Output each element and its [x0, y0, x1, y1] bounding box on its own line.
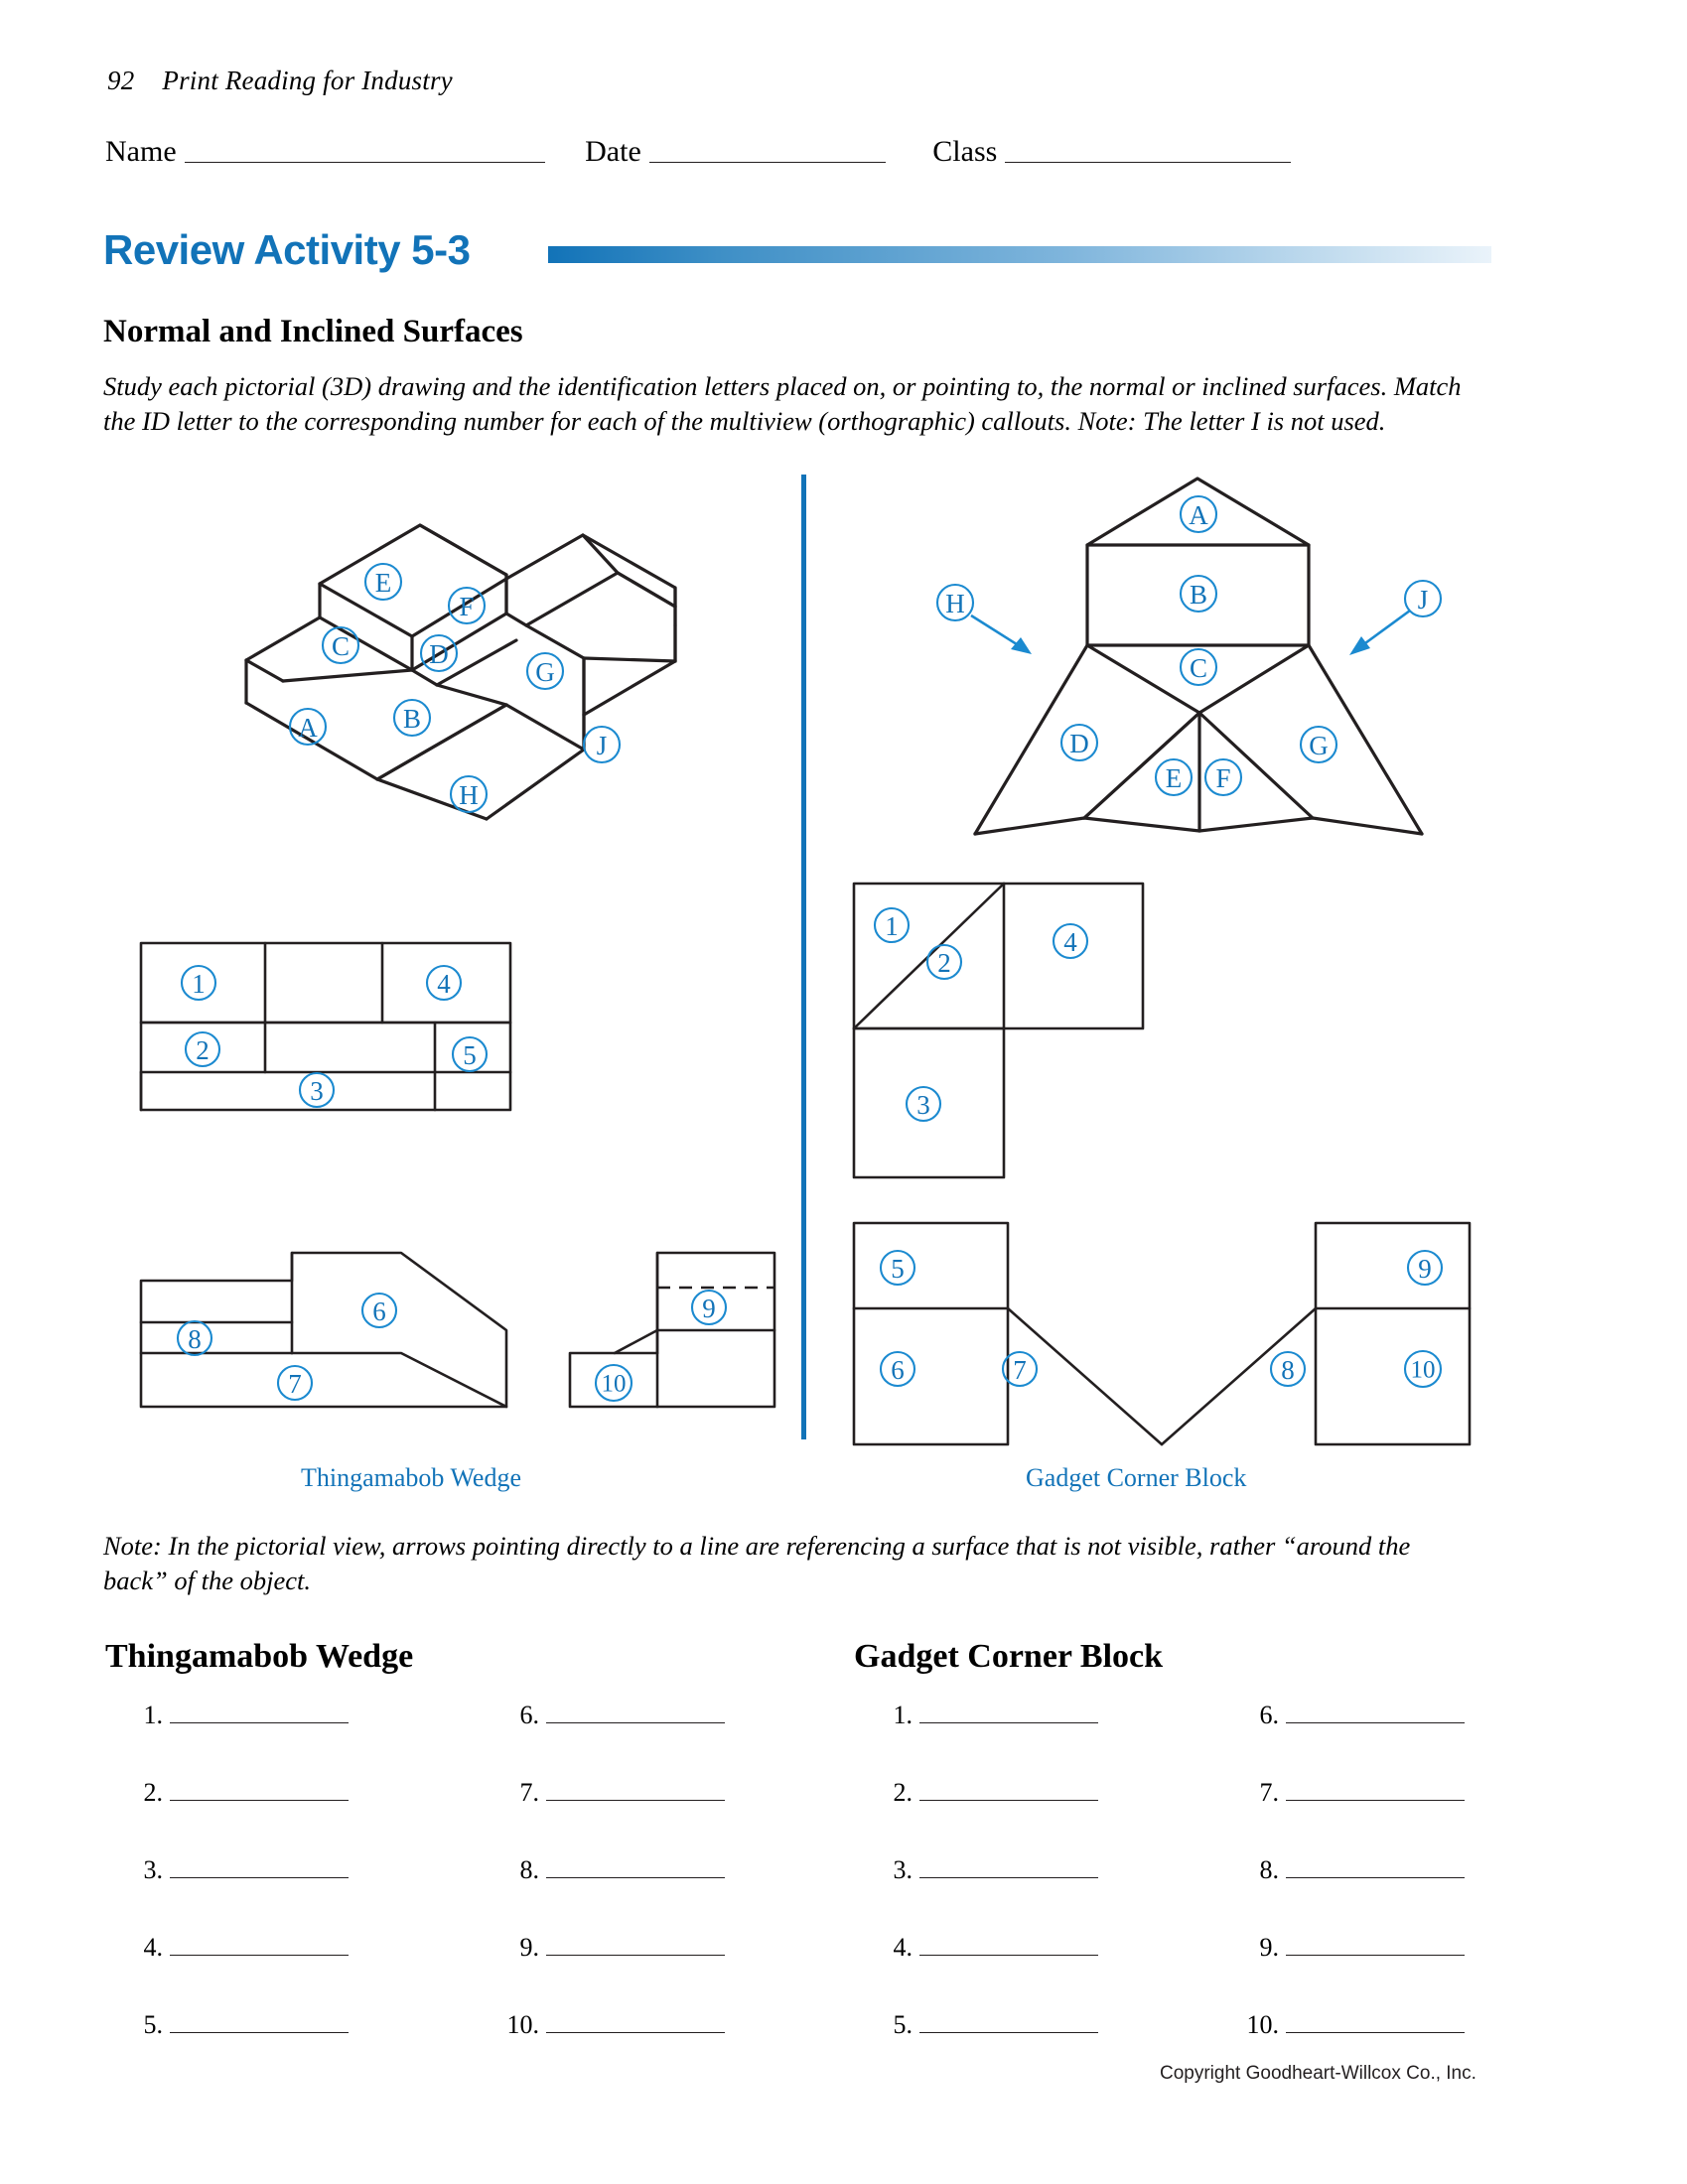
svg-text:G: G	[1309, 731, 1329, 760]
answer-blank[interactable]	[546, 1777, 725, 1801]
svg-text:8: 8	[188, 1324, 202, 1354]
callout-5	[453, 1037, 487, 1071]
svg-text:7: 7	[288, 1369, 302, 1399]
svg-text:F: F	[459, 592, 475, 621]
answer-row	[879, 1777, 1098, 1808]
answer-number: 5.	[143, 2010, 163, 2039]
svg-text:2: 2	[937, 948, 951, 978]
callout-B	[1181, 576, 1216, 612]
section-title: Normal and Inclined Surfaces	[103, 314, 523, 349]
callout-F	[1205, 759, 1241, 795]
svg-text:H: H	[459, 780, 479, 810]
callout-2	[927, 945, 961, 979]
svg-text:H: H	[945, 589, 965, 618]
svg-text:6: 6	[891, 1355, 905, 1385]
answer-blank[interactable]	[1286, 1700, 1465, 1723]
answer-row	[129, 1854, 349, 1885]
answer-blank[interactable]	[1286, 1777, 1465, 1801]
callout-10	[1405, 1351, 1441, 1387]
answer-number: 6.	[1259, 1701, 1279, 1729]
callout-6	[362, 1294, 396, 1327]
answer-blank[interactable]	[170, 1932, 349, 1956]
answer-row	[493, 1854, 725, 1885]
answer-row	[129, 1700, 349, 1730]
answer-row	[1233, 1932, 1465, 1963]
arrow-J	[1349, 581, 1441, 655]
svg-text:8: 8	[1281, 1355, 1295, 1385]
svg-text:B: B	[402, 704, 422, 734]
date-input[interactable]	[649, 162, 886, 163]
column-divider	[801, 475, 806, 1439]
answers-right-title: Gadget Corner Block	[854, 1638, 1164, 1675]
callout-1	[182, 966, 215, 1000]
callout-9	[1408, 1251, 1442, 1285]
callout-1	[875, 908, 909, 942]
answer-number: 10.	[1246, 2010, 1279, 2039]
answer-blank[interactable]	[546, 1854, 725, 1878]
callout-J	[584, 727, 620, 762]
answer-blank[interactable]	[170, 1854, 349, 1878]
svg-text:3: 3	[916, 1090, 930, 1120]
activity-title: Review Activity 5-3	[103, 226, 471, 273]
svg-text:4: 4	[1063, 927, 1077, 957]
svg-text:9: 9	[702, 1294, 716, 1323]
callout-5	[881, 1251, 914, 1285]
answer-number: 4.	[143, 1933, 163, 1962]
answer-blank[interactable]	[170, 1777, 349, 1801]
arrow-H	[937, 585, 1032, 654]
answer-number: 3.	[143, 1855, 163, 1884]
answer-row	[493, 1932, 725, 1963]
callout-4	[427, 966, 461, 1000]
svg-text:J: J	[596, 731, 608, 760]
answer-blank[interactable]	[546, 2009, 725, 2033]
svg-text:C: C	[1189, 653, 1208, 683]
answer-blank[interactable]	[546, 1700, 725, 1723]
answer-row	[879, 2009, 1098, 2040]
callout-G	[527, 653, 563, 689]
date-label: Date	[585, 135, 641, 168]
svg-text:F: F	[1215, 763, 1231, 793]
svg-text:2: 2	[196, 1035, 210, 1065]
svg-text:D: D	[1069, 729, 1089, 758]
answer-row	[879, 1932, 1098, 1963]
answer-number: 7.	[519, 1778, 539, 1807]
callout-D	[1061, 725, 1097, 760]
svg-text:1: 1	[885, 911, 899, 941]
callout-D	[421, 635, 457, 671]
answer-row	[1233, 1700, 1465, 1730]
callout-E	[1156, 759, 1192, 795]
svg-text:5: 5	[463, 1040, 477, 1070]
answer-blank[interactable]	[1286, 1854, 1465, 1878]
answer-blank[interactable]	[1286, 1932, 1465, 1956]
answer-blank[interactable]	[919, 2009, 1098, 2033]
answers-left-title: Thingamabob Wedge	[105, 1638, 414, 1675]
answer-row	[129, 2009, 349, 2040]
answer-row	[129, 1777, 349, 1808]
svg-text:1: 1	[192, 969, 206, 999]
answer-blank[interactable]	[919, 1700, 1098, 1723]
callout-G	[1301, 727, 1336, 762]
svg-text:B: B	[1189, 580, 1208, 610]
answer-row	[493, 2009, 725, 2040]
answer-blank[interactable]	[1286, 2009, 1465, 2033]
answer-number: 1.	[143, 1701, 163, 1729]
callout-7	[278, 1366, 312, 1400]
svg-text:A: A	[298, 713, 318, 743]
callout-H	[451, 776, 487, 812]
answer-number: 9.	[1259, 1933, 1279, 1962]
callout-7	[1003, 1352, 1037, 1386]
answer-number: 8.	[1259, 1855, 1279, 1884]
callout-A	[1181, 496, 1216, 532]
callout-3	[300, 1073, 334, 1107]
answer-number: 1.	[893, 1701, 913, 1729]
svg-text:D: D	[429, 639, 449, 669]
name-input[interactable]	[185, 162, 545, 163]
answer-number: 9.	[519, 1933, 539, 1962]
svg-text:E: E	[374, 568, 392, 598]
svg-text:3: 3	[310, 1076, 324, 1106]
svg-text:4: 4	[437, 969, 451, 999]
callout-9	[692, 1291, 726, 1324]
answer-number: 3.	[893, 1855, 913, 1884]
left-top-view	[141, 943, 518, 1142]
left-figure-caption: Thingamabob Wedge	[301, 1463, 521, 1492]
book-title: Print Reading for Industry	[162, 66, 453, 95]
callout-E	[365, 564, 401, 600]
callout-A	[290, 709, 326, 745]
figure-note: Note: In the pictorial view, arrows pointing directly to a line are referencing a surface that is not visible, rather “around the back” of the object.	[103, 1531, 1411, 1596]
svg-text:10: 10	[601, 1370, 627, 1398]
answer-number: 7.	[1259, 1778, 1279, 1807]
right-front-view	[854, 1206, 1470, 1454]
svg-text:6: 6	[372, 1297, 386, 1326]
answer-number: 5.	[893, 2010, 913, 2039]
answer-blank[interactable]	[546, 1932, 725, 1956]
left-side-view	[558, 1236, 786, 1464]
callout-8	[178, 1321, 211, 1355]
page-header	[107, 66, 453, 96]
svg-text:5: 5	[891, 1254, 905, 1284]
answer-row	[879, 1700, 1098, 1730]
answer-row	[1233, 1777, 1465, 1808]
answer-number: 10.	[506, 2010, 539, 2039]
callout-C	[323, 627, 358, 663]
callout-C	[1181, 649, 1216, 685]
class-label: Class	[932, 135, 998, 168]
left-pictorial-figure	[209, 467, 745, 864]
callout-6	[881, 1352, 914, 1386]
name-date-class-row	[105, 135, 1515, 169]
page-number: 92	[107, 66, 135, 95]
answer-row	[493, 1777, 725, 1808]
svg-text:E: E	[1165, 763, 1183, 793]
answer-blank[interactable]	[170, 1700, 349, 1723]
callout-10	[596, 1365, 632, 1401]
answer-number: 2.	[893, 1778, 913, 1807]
svg-text:C: C	[331, 631, 351, 661]
left-front-view	[141, 1236, 538, 1464]
svg-text:G: G	[535, 657, 555, 687]
right-figure-caption: Gadget Corner Block	[1026, 1463, 1247, 1492]
answer-row	[1233, 2009, 1465, 2040]
callout-8	[1271, 1352, 1305, 1386]
copyright-notice: Copyright Goodheart-Willcox Co., Inc.	[1160, 2063, 1476, 2084]
right-top-view	[854, 884, 1182, 1191]
svg-text:10: 10	[1410, 1356, 1436, 1384]
answer-row	[879, 1854, 1098, 1885]
svg-text:A: A	[1189, 500, 1208, 530]
name-label: Name	[105, 135, 177, 168]
answer-blank[interactable]	[170, 2009, 349, 2033]
callout-2	[186, 1032, 219, 1066]
svg-text:9: 9	[1418, 1254, 1432, 1284]
right-pictorial-figure	[933, 477, 1430, 834]
class-input[interactable]	[1005, 162, 1291, 163]
answer-blank[interactable]	[919, 1854, 1098, 1878]
callout-B	[394, 700, 430, 736]
answer-number: 4.	[893, 1933, 913, 1962]
answer-row	[129, 1932, 349, 1963]
answer-number: 6.	[519, 1701, 539, 1729]
svg-text:7: 7	[1013, 1355, 1027, 1385]
svg-text:J: J	[1417, 585, 1429, 614]
title-accent-bar	[548, 246, 1491, 263]
answer-blank[interactable]	[919, 1932, 1098, 1956]
answer-number: 2.	[143, 1778, 163, 1807]
callout-F	[449, 588, 485, 623]
callout-4	[1054, 924, 1087, 958]
answer-row	[1233, 1854, 1465, 1885]
instructions-text: Study each pictorial (3D) drawing and the identification letters placed on, or pointing to, the normal or inclined surfaces. Match the ID letter to the corresponding number for each of the multiview (orthographic) callouts. Note: The letter I is not used.	[103, 371, 1462, 437]
answer-number: 8.	[519, 1855, 539, 1884]
answer-blank[interactable]	[919, 1777, 1098, 1801]
answer-row	[493, 1700, 725, 1730]
callout-3	[907, 1087, 940, 1121]
